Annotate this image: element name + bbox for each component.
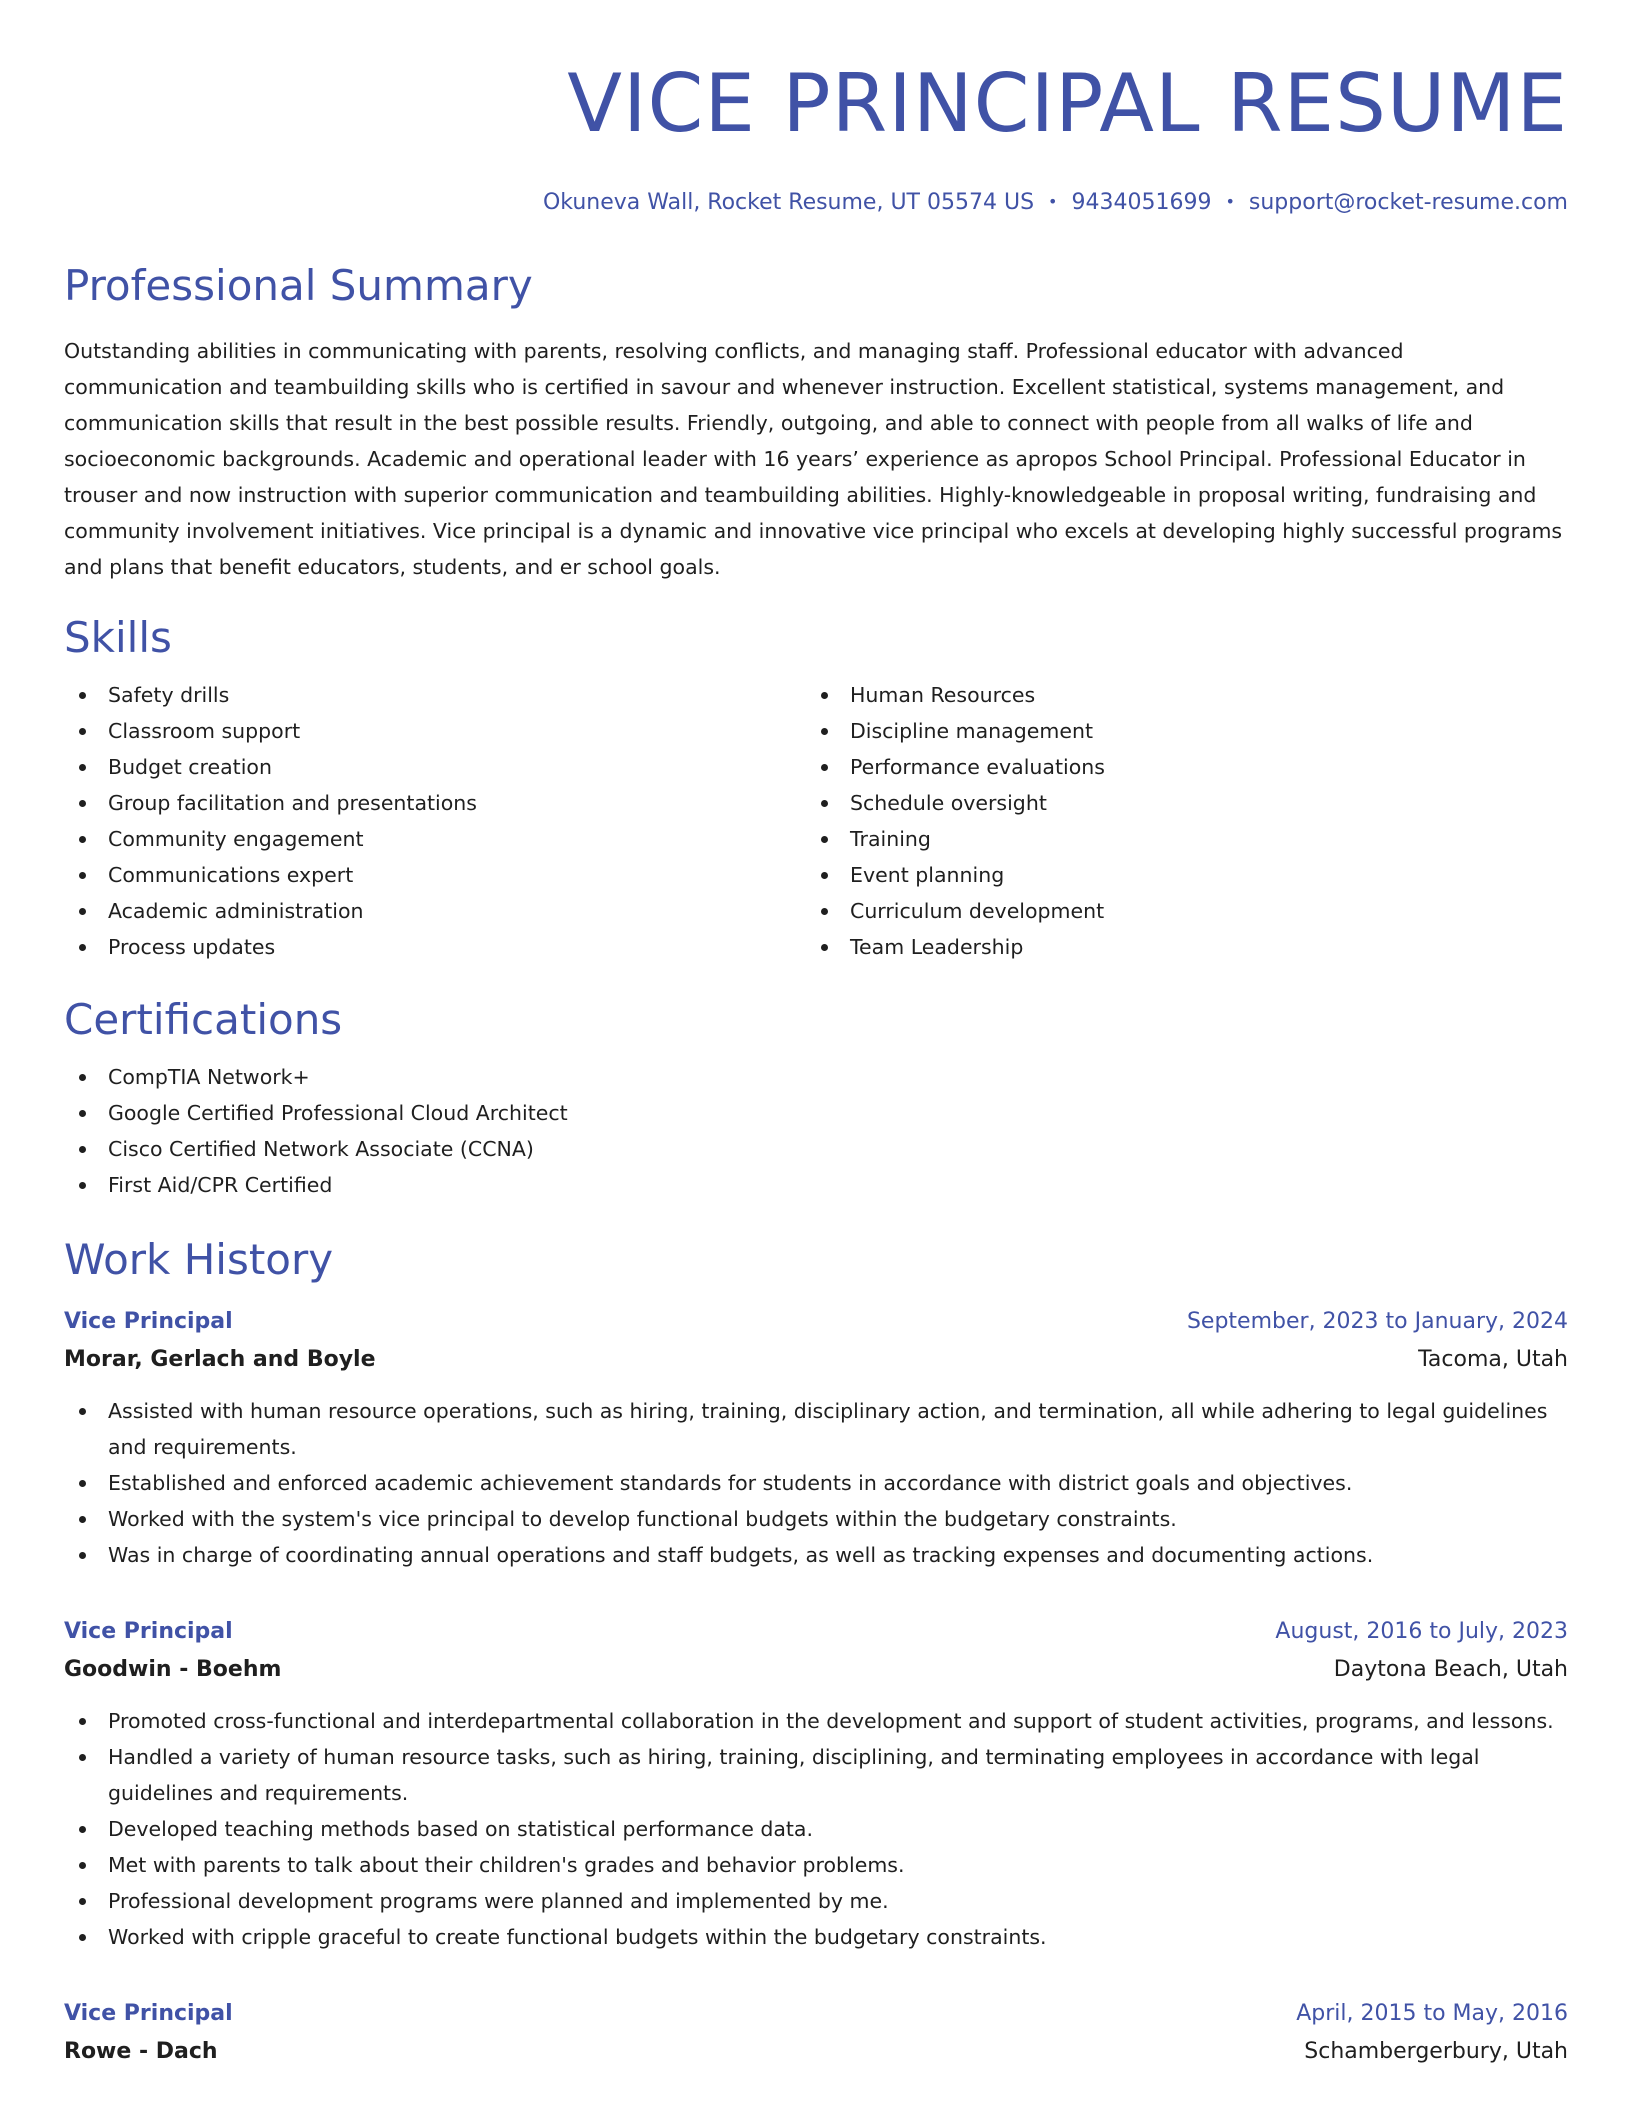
job-bullet: Promoted cross-functional and interdepartmental collaboration in the development and support of student activities, programs, and lessons. [64,1703,1568,1739]
skill-item: Communications expert [64,857,806,893]
job-location: Daytona Beach, Utah [1333,1657,1568,1682]
job-bullet: Worked with the system's vice principal to develop functional budgets within the budgetary constraints. [64,1501,1568,1537]
skill-item: Community engagement [64,821,806,857]
skills-list-left [64,677,806,965]
skill-item: Training [806,821,1548,857]
job-header-row [64,1613,1568,1651]
certification-item: Cisco Certified Network Associate (CCNA) [64,1131,1568,1167]
contact-phone: 9434051699 [1071,190,1212,215]
work-history-section [64,1235,1568,2071]
contact-separator: • [1225,192,1235,211]
skill-item: Event planning [806,857,1548,893]
job-dates: April, 2015 to May, 2016 [1296,2001,1568,2026]
job-bullet: Was in charge of coordinating annual operations and staff budgets, as well as tracking expenses and documenting actions. [64,1537,1568,1573]
skill-item: Budget creation [64,749,806,785]
job-role: Vice Principal [64,1619,233,1644]
skills-heading: Skills [64,613,172,662]
summary-heading: Professional Summary [64,261,533,310]
job-bullet: Met with parents to talk about their children's grades and behavior problems. [64,1847,1568,1883]
job-location: Tacoma, Utah [1418,1347,1568,1372]
job-bullet: Professional development programs were planned and implemented by me. [64,1883,1568,1919]
job-company-row [64,2033,1568,2071]
job-bullets [64,1703,1568,1955]
contact-separator: • [1048,192,1058,211]
skills-columns [64,677,1568,965]
job-company: Rowe - Dach [64,2039,218,2064]
skill-item: Group facilitation and presentations [64,785,806,821]
certifications-list [64,1059,1568,1203]
skill-item: Process updates [64,929,806,965]
contact-line [64,188,1568,217]
skill-item: Classroom support [64,713,806,749]
job-bullet: Worked with cripple graceful to create functional budgets within the budgetary constraints. [64,1919,1568,1955]
certification-item: Google Certified Professional Cloud Architect [64,1095,1568,1131]
certification-item: CompTIA Network+ [64,1059,1568,1095]
skill-item: Human Resources [806,677,1548,713]
skill-item: Curriculum development [806,893,1548,929]
certification-item: First Aid/CPR Certified [64,1167,1568,1203]
job-dates: August, 2016 to July, 2023 [1275,1619,1568,1644]
contact-address: Okuneva Wall, Rocket Resume, UT 05574 US [542,190,1035,215]
skills-list-right [806,677,1548,965]
skills-column-right [806,677,1548,965]
job-company: Goodwin - Boehm [64,1657,282,1682]
job-company-row [64,1651,1568,1689]
job-entry [64,1303,1568,1573]
job-company: Morar, Gerlach and Boyle [64,1347,376,1372]
summary-section [64,261,1568,585]
skill-item: Academic administration [64,893,806,929]
job-header-row [64,1303,1568,1341]
job-role: Vice Principal [64,1309,233,1334]
job-company-row [64,1341,1568,1379]
certifications-heading: Certifications [64,995,343,1044]
job-bullet: Developed teaching methods based on statistical performance data. [64,1811,1568,1847]
job-dates: September, 2023 to January, 2024 [1186,1309,1568,1334]
skill-item: Team Leadership [806,929,1548,965]
job-bullets [64,1393,1568,1573]
certifications-section [64,995,1568,1203]
contact-email: support@rocket-resume.com [1248,190,1568,215]
job-location: Schambergerbury, Utah [1304,2039,1568,2064]
job-bullet: Handled a variety of human resource tasks, such as hiring, training, disciplining, and terminating employees in accordance with legal guidelines and requirements. [64,1739,1568,1811]
skills-section [64,613,1568,965]
job-header-row [64,1995,1568,2033]
job-bullet: Assisted with human resource operations, such as hiring, training, disciplinary action, and termination, all while adhering to legal guidelines and requirements. [64,1393,1568,1465]
resume-title: VICE PRINCIPAL RESUME [567,57,1568,150]
job-entry [64,1613,1568,1955]
skill-item: Schedule oversight [806,785,1548,821]
skill-item: Safety drills [64,677,806,713]
skill-item: Performance evaluations [806,749,1548,785]
summary-text: Outstanding abilities in communicating with parents, resolving conflicts, and managing staff. Professional educator with advanced communication and teambuilding skills who is certified in savour and whenever instruction. Excellent statistical, systems management, and communication skills that result in the best possible results. Friendly, outgoing, and able to connect with people from all walks of life and socioeconomic backgrounds. Academic and operational leader with 16 years’ experience as apropos School Principal. Professional Educator in trouser and now instruction with superior communication and teambuilding abilities. Highly-knowledgeable in proposal writing, fundraising and community involvement initiatives. Vice principal is a dynamic and innovative vice principal who excels at developing highly successful programs and plans that benefit educators, students, and er school goals. [64,339,1563,579]
work-history-heading: Work History [64,1235,334,1284]
skills-column-left [64,677,806,965]
job-entry [64,1995,1568,2071]
skill-item: Discipline management [806,713,1548,749]
job-bullet: Established and enforced academic achievement standards for students in accordance with district goals and objectives. [64,1465,1568,1501]
job-role: Vice Principal [64,2001,233,2026]
